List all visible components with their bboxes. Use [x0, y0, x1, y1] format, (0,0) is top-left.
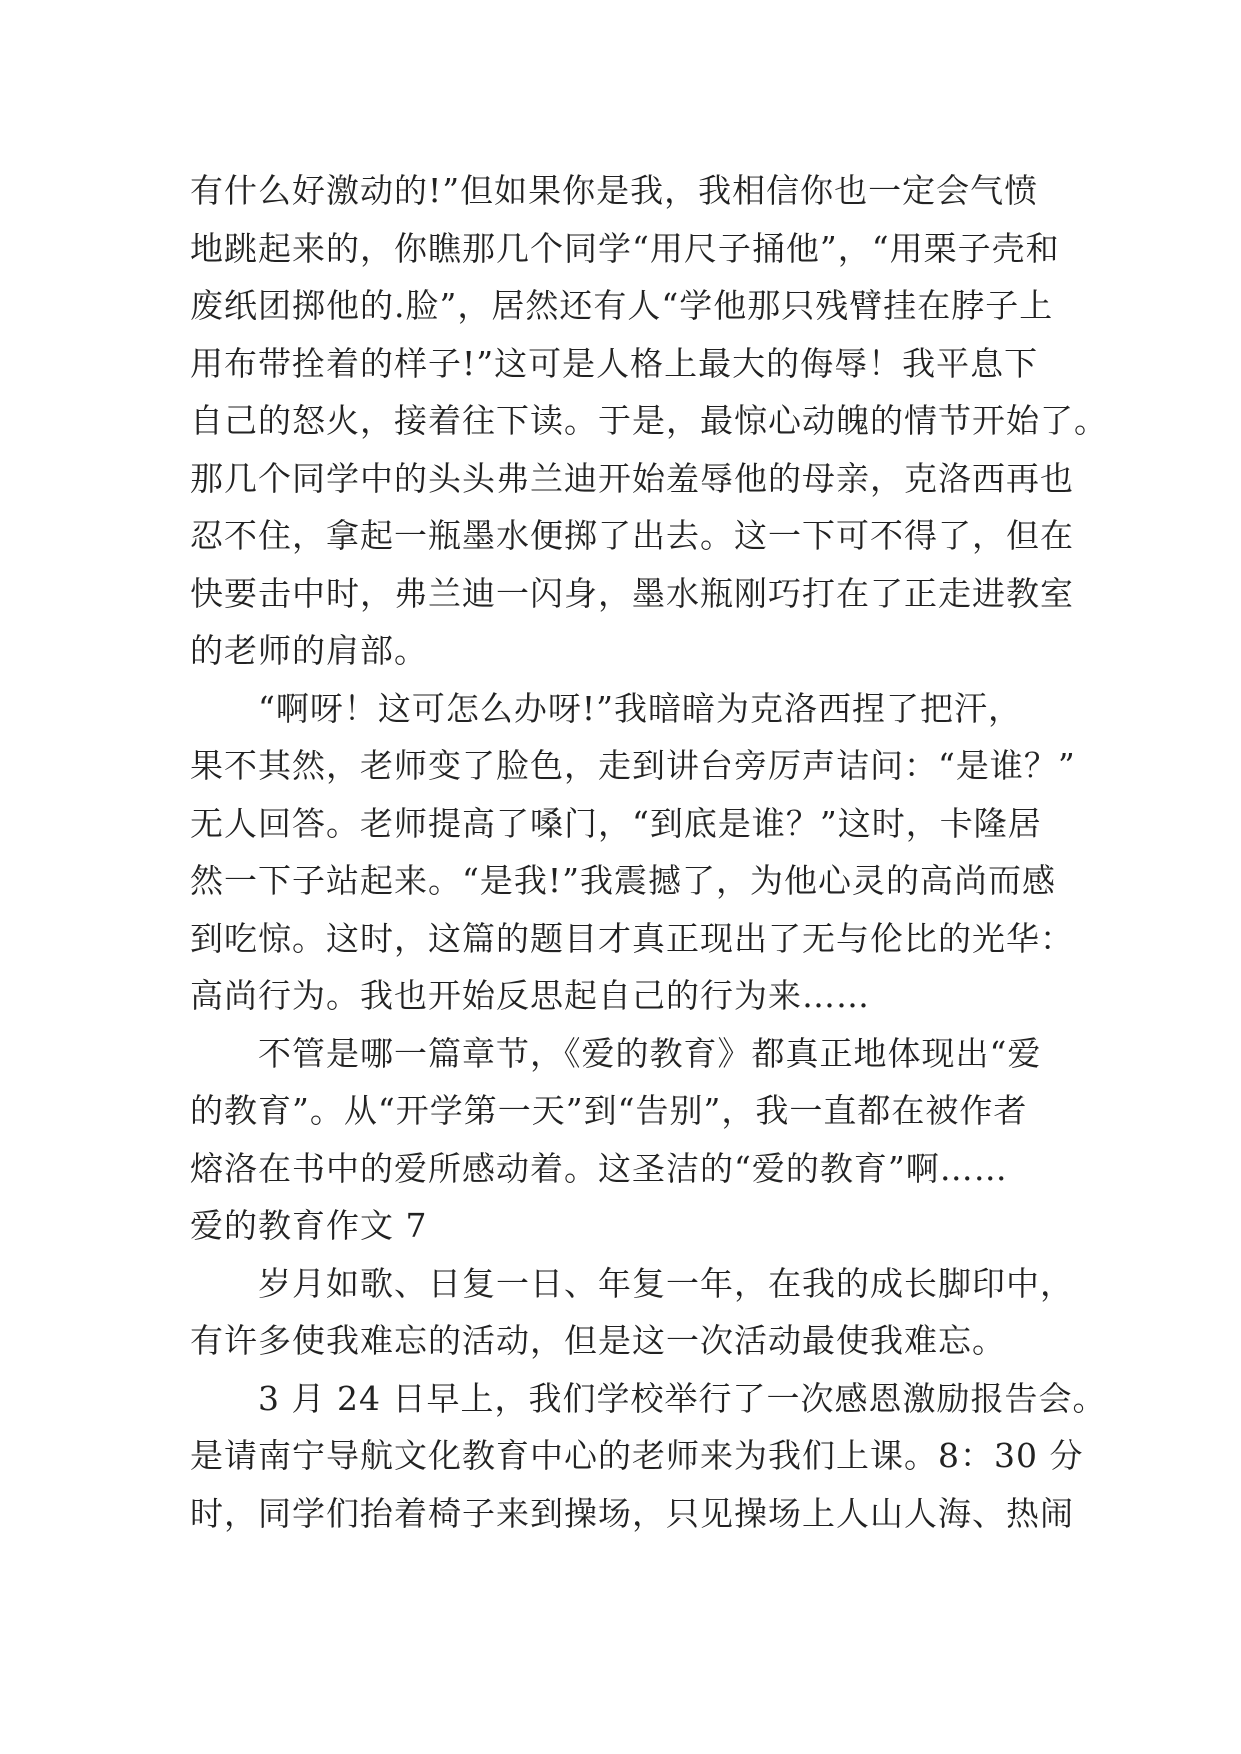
text-line: 是请南宁导航文化教育中心的老师来为我们上课。8：30 分	[190, 1436, 1084, 1475]
text-line: 岁月如歌、日复一日、年复一年，在我的成长脚印中，	[258, 1263, 1074, 1303]
text-line: 不管是哪一篇章节，《爱的教育》都真正地体现出“爱	[258, 1033, 1042, 1073]
text-line: 爱的教育作文 7	[190, 1206, 428, 1245]
text-line: 3 月 24 日早上，我们学校举行了一次感恩激励报告会。	[258, 1378, 1107, 1418]
text-line: 自己的怒火，接着往下读。于是，最惊心动魄的情节开始了。	[190, 401, 1108, 440]
text-line: 的教育”。从“开学第一天”到“告别”，我一直都在被作者	[190, 1091, 1028, 1130]
text-line: 用布带拴着的样子!”这可是人格上最大的侮辱！我平息下	[190, 343, 1039, 383]
text-line: 有许多使我难忘的活动，但是这一次活动最使我难忘。	[190, 1321, 1006, 1360]
text-line: 废纸团掷他的.脸”，居然还有人“学他那只残臂挂在脖子上	[190, 286, 1054, 325]
text-line: “啊呀！这可怎么办呀!”我暗暗为克洛西捏了把汗，	[258, 688, 1023, 728]
text-line: 熔洛在书中的爱所感动着。这圣洁的“爱的教育”啊……	[190, 1148, 1008, 1188]
text-line: 时，同学们抬着椅子来到操场，只见操场上人山人海、热闹	[190, 1493, 1074, 1533]
text-line: 快要击中时，弗兰迪一闪身，墨水瓶刚巧打在了正走进教室	[190, 573, 1074, 613]
text-line: 无人回答。老师提高了嗓门，“到底是谁？”这时，卡隆居	[190, 803, 1042, 843]
text-line: 有什么好激动的!”但如果你是我，我相信你也一定会气愤	[190, 171, 1039, 210]
text-line: 到吃惊。这时，这篇的题目才真正现出了无与伦比的光华：	[190, 918, 1074, 958]
text-line: 的老师的肩部。	[190, 631, 428, 670]
text-line: 果不其然，老师变了脸色，走到讲台旁厉声诘问：“是谁？”	[190, 746, 1076, 785]
text-line: 地跳起来的，你瞧那几个同学“用尺子捅他”，“用栗子壳和	[190, 228, 1060, 268]
text-line: 那几个同学中的头头弗兰迪开始羞辱他的母亲，克洛西再也	[190, 458, 1074, 498]
text-line: 然一下子站起来。“是我!”我震撼了，为他心灵的高尚而感	[190, 861, 1057, 900]
text-line: 忍不住，拿起一瓶墨水便掷了出去。这一下可不得了，但在	[190, 516, 1074, 555]
text-line: 高尚行为。我也开始反思起自己的行为来……	[190, 976, 870, 1015]
document-body	[190, 162, 1108, 1542]
